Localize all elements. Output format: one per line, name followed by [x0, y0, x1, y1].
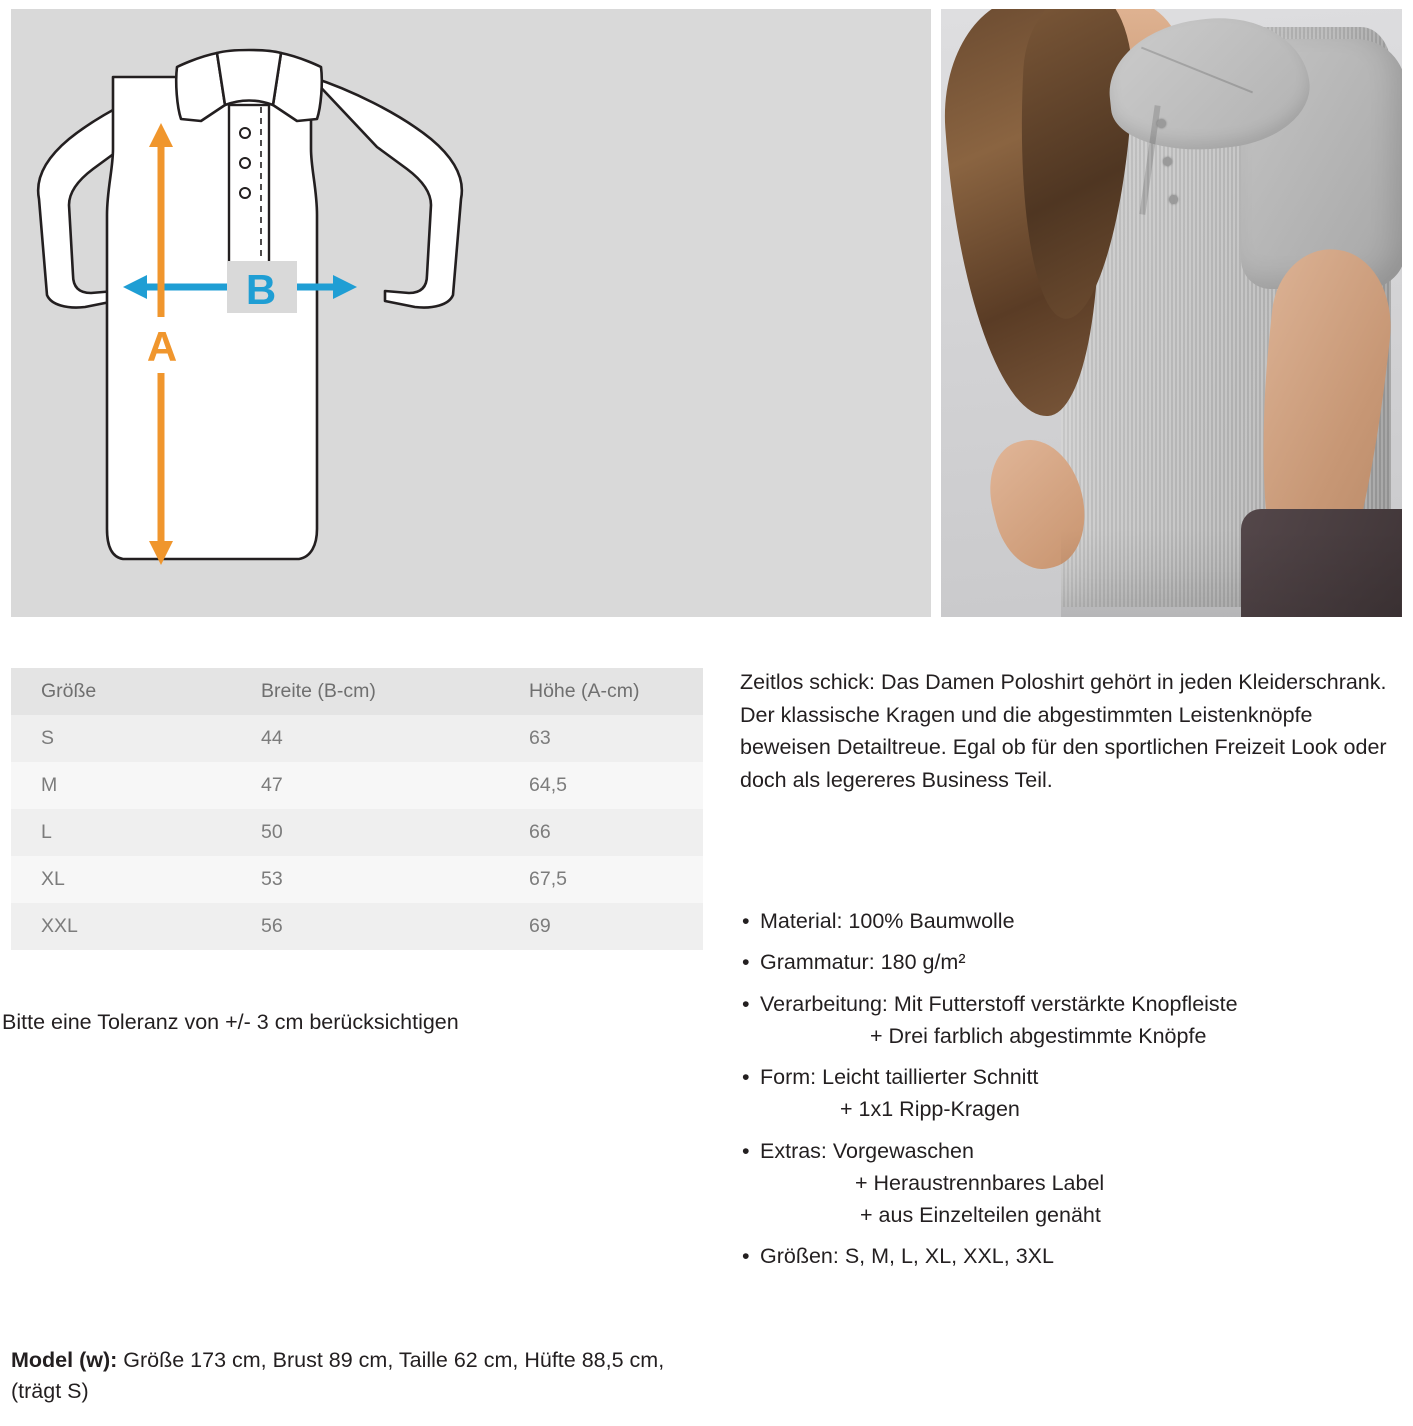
cell-width: 56: [261, 915, 283, 937]
model-info: [11, 1345, 711, 1407]
cell-height: 69: [529, 915, 551, 937]
table-header-row: [11, 668, 703, 715]
table-row: [11, 715, 703, 762]
cell-height: 67,5: [529, 868, 567, 890]
table-header-height: Höhe (A-cm): [529, 680, 640, 702]
shirt-hem-shadow: [1061, 529, 1401, 617]
height-label: A: [146, 323, 178, 370]
feature-text: Verarbeitung: Mit Futterstoff verstärkte Knopfleiste: [760, 991, 1238, 1016]
cell-width: 47: [261, 774, 283, 796]
technical-drawing-panel: [11, 9, 931, 617]
cell-width: 50: [261, 821, 283, 843]
feature-item: [740, 1061, 1410, 1126]
feature-subtext: + Drei farblich abgestimmte Knöpfe: [870, 1023, 1207, 1048]
polo-technical-drawing: [11, 9, 931, 617]
feature-subtext: + 1x1 Ripp-Kragen: [840, 1097, 1020, 1122]
feature-text: Material: 100% Baumwolle: [760, 909, 1015, 933]
cell-size: M: [41, 774, 58, 796]
product-features: [740, 905, 1410, 1282]
cell-size: XL: [41, 868, 65, 890]
feature-text: Größen: S, M, L, XL, XXL, 3XL: [760, 1244, 1054, 1269]
cell-width: 53: [261, 868, 283, 890]
width-label: B: [245, 266, 277, 313]
cell-height: 63: [529, 727, 551, 749]
model-info-text: Größe 173 cm, Brust 89 cm, Taille 62 cm, Hüfte 88,5 cm, (trägt S): [11, 1348, 665, 1404]
size-table: [11, 668, 703, 950]
table-row: [11, 856, 703, 903]
product-images: [11, 9, 1402, 617]
cell-size: S: [41, 727, 55, 749]
feature-item: [740, 905, 1410, 937]
table-header-width: Breite (B-cm): [261, 680, 376, 702]
cell-size: XXL: [41, 915, 78, 937]
feature-text: Grammatur: 180 g/m²: [760, 950, 966, 975]
table-row: [11, 809, 703, 856]
cell-width: 44: [261, 727, 283, 749]
tolerance-note: Bitte eine Toleranz von +/- 3 cm berücksichtigen: [2, 1010, 459, 1034]
model-info-label: Model (w):: [11, 1348, 118, 1372]
feature-subtext: + aus Einzelteilen genäht: [860, 1203, 1101, 1227]
feature-subtext: + Heraustrennbares Label: [855, 1170, 1105, 1195]
cell-size: L: [41, 821, 52, 843]
table-row: [11, 762, 703, 809]
feature-item: [740, 1240, 1410, 1272]
feature-item: [740, 946, 1410, 978]
cell-height: 64,5: [529, 774, 567, 796]
feature-item: [740, 988, 1410, 1053]
shirt-button-bottom: [1169, 195, 1178, 204]
feature-item: [740, 1135, 1410, 1232]
feature-text: Form: Leicht taillierter Schnitt: [760, 1065, 1039, 1089]
feature-text: Extras: Vorgewaschen: [760, 1138, 974, 1163]
table-row: [11, 903, 703, 950]
product-description: Zeitlos schick: Das Damen Poloshirt gehört in jeden Kleiderschrank. Der klassische Kragen und die abgestimmten Leistenknöpfe beweisen Detailtreue. Egal ob für den sportlichen Freizeit Look oder doch als legereres Business Teil.: [740, 670, 1387, 793]
model-photo: [941, 9, 1402, 617]
shirt-button-middle: [1163, 157, 1172, 166]
shirt-button-top: [1157, 119, 1166, 128]
table-header-size: Größe: [41, 680, 97, 702]
cell-height: 66: [529, 821, 551, 843]
